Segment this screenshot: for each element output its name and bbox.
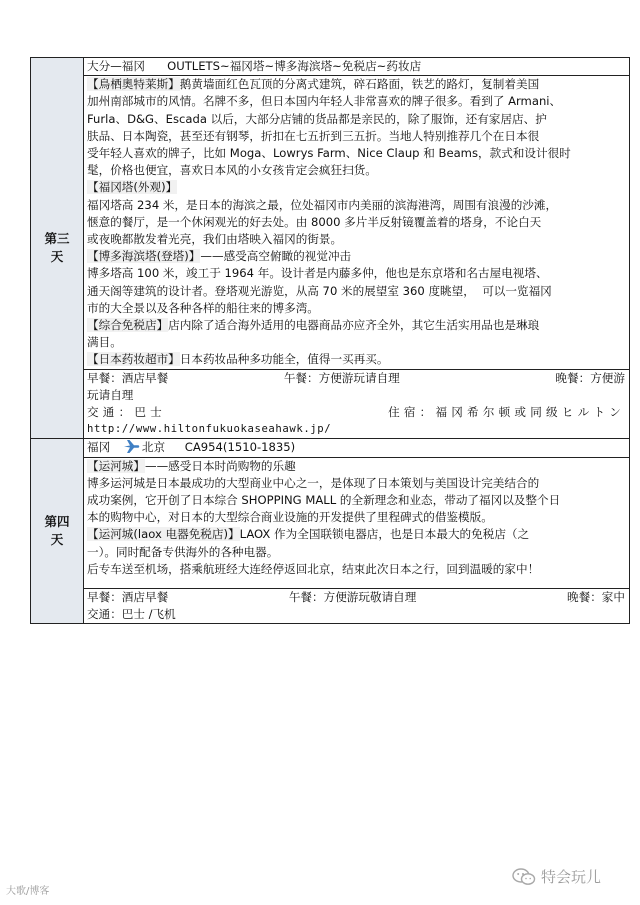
watermark-left: 大歌/博客: [6, 886, 50, 897]
drugstore-tag: 【日本药妆超市】: [87, 352, 180, 367]
tower-heading: [84, 179, 629, 196]
day4-transport: 交通：巴士 /飞机: [87, 606, 176, 621]
dutyfree-tag: 【综合免税店】: [87, 318, 169, 333]
day4-flight: CA954(1510-1835): [184, 440, 296, 455]
day4-route: [84, 439, 629, 456]
day4-dinner: 晚餐：家中: [567, 589, 625, 604]
day3-transport-hotel: [84, 404, 629, 421]
airplane-icon: [124, 440, 140, 453]
day3-transport: 交通：巴士: [87, 405, 166, 420]
day4-details-cell: [84, 457, 630, 588]
canal-line-2: 成功案例，它开创了日本综合 SHOPPING MALL 的全新理念和业态，带动了福冈以及整个日: [87, 493, 561, 508]
canal-line-3: 本的购物中心，对日本的大型综合商业设施的开发提供了里程碑式的借鉴模版。: [87, 510, 493, 525]
hotel-url[interactable]: http://www.hiltonfukuokaseahawk.jp/: [87, 423, 332, 436]
outlet-line-3: Furla、D&G、Escada 以后，大部分店铺的货品都是亲民的，除了服饰，还有家居店、护: [87, 111, 547, 126]
itinerary-table: [30, 57, 630, 624]
hakata-line-3: 市的大全景以及各种各样的船往来的博多湾。: [87, 300, 319, 315]
day4-breakfast: 早餐：酒店早餐: [87, 589, 169, 604]
canal-tag: 【运河城】: [87, 458, 145, 473]
day3-hotel: 住宿：福冈希尔顿或同级ヒルトン: [388, 405, 625, 420]
watermark-right: [512, 866, 601, 887]
canal-heading: 【运河城】——感受日本时尚购物的乐趣: [87, 458, 296, 473]
outlet-line-1: 【鳥栖奧特莱斯】鹅黄墙面红色瓦顶的分离式建筑，碎石路面，铁艺的路灯，复制着美国: [87, 77, 540, 92]
dutyfree-line-2: 满目。: [87, 335, 122, 350]
day3-breakfast: 早餐：酒店早餐: [87, 370, 169, 385]
laox-line-2: 一）。同时配备专供海外的各种电器。: [87, 544, 279, 559]
day3-label: [31, 58, 84, 439]
tower-line-1: 福冈塔高 234 米，是日本的海滨之最，位处福冈市内美丽的滨海港湾，周围有浪漫的沙滩，: [87, 197, 558, 212]
tower-tag: 【福冈塔(外观)】: [87, 180, 178, 195]
day3-lunch: 午餐：方便游玩请自理: [283, 370, 400, 385]
day4-meals: [84, 589, 629, 606]
day4-label: [31, 439, 84, 624]
day4-lunch: 午餐：方便游玩敬请自理: [288, 589, 417, 604]
watermark-right-text: 特会玩儿: [541, 868, 602, 886]
day3-route-cell: [84, 58, 630, 76]
outlet-line-6: 髦，价格也便宜，喜欢日本风的小女孩肯定会疯狂扫货。: [87, 163, 377, 178]
drugstore-line: 【日本药妆超市】日本药妆品种多功能全，值得一买再买。: [87, 352, 389, 367]
outlet-line-4: 肤品、日本陶瓷，甚至还有钢琴，折扣在七五折到三五折。当地人特别推荐几个在日本很: [87, 128, 540, 143]
hakata-line-1: 博多塔高 100 米，竣工于 1964 年。设计者是内藤多仲，他也是东京塔和名古屋电视塔、: [87, 266, 548, 281]
day3-row: [31, 58, 630, 76]
outlet-line-2: 加州南部城市的风情。名牌不多，但日本国内年轻人非常喜欢的牌子很多。看到了 Armani、: [87, 94, 562, 109]
day3-dinner: 晚餐：方便游: [555, 370, 625, 385]
day3-details-cell: [84, 76, 630, 369]
canal-line-1: 博多运河城是日本最成功的大型商业中心之一，是体现了日本策划与美国设计完美结合的: [87, 475, 540, 490]
day4-logistics-cell: [84, 588, 630, 623]
day4-row: [31, 439, 630, 457]
hakata-heading: 【博多海滨塔(登塔)】——感受高空俯瞰的视觉冲击: [87, 249, 352, 264]
day4-route-from: 福冈: [87, 440, 111, 455]
day3-route: 大分—福冈 OUTLETS~福冈塔~博多海滨塔~免税店~药妆店: [87, 59, 422, 73]
day3-label-line2: 天: [50, 249, 64, 265]
outlet-tag: 【鳥栖奧特莱斯】: [87, 77, 180, 92]
wechat-icon: [512, 868, 536, 886]
outlet-line-5: 受年轻人喜欢的牌子，比如 Moga、Lowrys Farm、Nice Claup 和 Beams，款式和设计很时: [87, 146, 571, 161]
laox-line-1: 【运河城(laox 电器免税店)】LAOX 作为全国联锁电器店，也是日本最大的免税店（之: [87, 527, 530, 542]
dutyfree-line-1: 【综合免税店】店内除了适合海外适用的电器商品亦应齐全外，其它生活实用品也是琳琅: [87, 318, 540, 333]
tower-line-3: 或夜晚都散发着光亮，我们由塔映入福冈的街景。: [87, 232, 343, 247]
day4-route-cell: [84, 439, 630, 457]
day4-closing: 后专车送至机场，搭乘航班经大连经停返回北京，结束此次日本之行，回到温暖的家中！: [87, 561, 540, 576]
tower-line-2: 惬意的餐厅，是一个休闲观光的好去处。由 8000 多片半反射镜覆盖着的塔身，不论白天: [87, 214, 542, 229]
hakata-line-2: 通天阁等建筑的设计者。登塔观光游览，从高 70 米的展望室 360 度眺望， 可以一览福冈: [87, 283, 552, 298]
day3-meals: [84, 370, 629, 387]
day3-label-line1: 第三: [44, 231, 70, 247]
day4-route-to: 北京: [141, 440, 166, 455]
laox-tag: 【运河城(laox 电器免税店)】: [87, 527, 240, 542]
day3-logistics-cell: [84, 369, 630, 439]
day3-dinner-cont: 玩请自理: [87, 387, 134, 402]
day4-label-line2: 天: [50, 532, 64, 548]
day4-label-line1: 第四: [44, 514, 70, 530]
hakata-tag: 【博多海滨塔(登塔)】: [87, 249, 201, 264]
